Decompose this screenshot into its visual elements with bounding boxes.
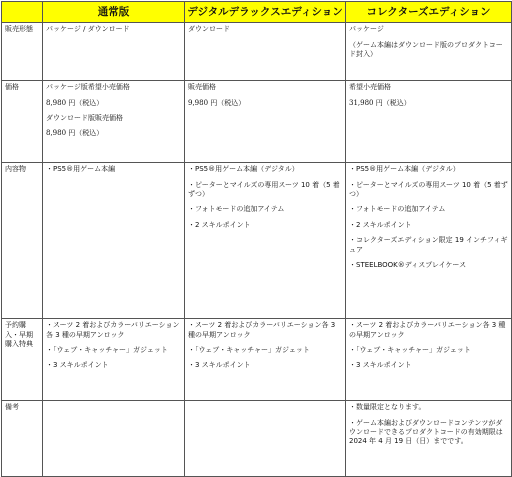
header-corner bbox=[2, 2, 43, 23]
cell-line: ・「ウェブ・キャッチャー」ガジェット bbox=[188, 346, 310, 355]
cell-notes-digital-deluxe bbox=[185, 401, 346, 477]
cell-sales-format-collectors bbox=[346, 23, 512, 81]
cell-line: ・数量限定となります。 bbox=[349, 403, 426, 412]
cell-line: パッケージ / ダウンロード bbox=[46, 25, 130, 34]
row-price bbox=[2, 81, 512, 163]
row-label-notes: 備考 bbox=[2, 401, 43, 477]
cell-sales-format-standard bbox=[43, 23, 185, 81]
cell-line: ・2 スキルポイント bbox=[349, 220, 412, 229]
row-contents bbox=[2, 163, 512, 319]
price-value: 8,980 円（税込） bbox=[46, 98, 104, 107]
cell-line: ダウンロード bbox=[188, 25, 230, 34]
cell-line: ・3 スキルポイント bbox=[46, 361, 109, 370]
cell-preorder-collectors bbox=[346, 319, 512, 401]
cell-line: パッケージ bbox=[349, 25, 384, 34]
cell-line: （ゲーム本編はダウンロード版のプロダクトコード封入） bbox=[349, 40, 503, 59]
cell-line: ・コレクターズエディション限定 19 インチフィギュア bbox=[349, 236, 508, 254]
cell-sales-format-digital-deluxe bbox=[185, 23, 346, 81]
cell-line: ・PS5®用ゲーム本編（デジタル） bbox=[188, 165, 299, 174]
cell-line: ・PS5®用ゲーム本編（デジタル） bbox=[349, 165, 460, 174]
cell-price-collectors bbox=[346, 81, 512, 163]
price-value: 8,980 円（税込） bbox=[46, 129, 104, 138]
edition-comparison-table bbox=[1, 1, 512, 477]
cell-line: ダウンロード版販売価格 bbox=[46, 114, 123, 123]
cell-line: ・フォトモードの追加アイテム bbox=[349, 205, 446, 214]
cell-preorder-standard bbox=[43, 319, 185, 401]
cell-notes-standard bbox=[43, 401, 185, 477]
row-notes bbox=[2, 401, 512, 477]
row-label-sales-format: 販売形態 bbox=[2, 23, 43, 81]
row-label-price: 価格 bbox=[2, 81, 43, 163]
header-digital-deluxe-edition: デジタルデラックスエディション bbox=[185, 2, 346, 23]
cell-line: ・ピーターとマイルズの専用スーツ 10 着（5 着ずつ） bbox=[188, 180, 340, 199]
cell-contents-collectors bbox=[346, 163, 512, 319]
cell-notes-collectors bbox=[346, 401, 512, 477]
cell-line: ・「ウェブ・キャッチャー」ガジェット bbox=[46, 346, 168, 355]
cell-line: ・ゲーム本編およびダウンロードコンテンツがダウンロードできるプロダクトコードの有効期限は 2024 年 4 月 19 日（日）までです。 bbox=[349, 418, 503, 446]
row-sales-format bbox=[2, 23, 512, 81]
cell-price-digital-deluxe bbox=[185, 81, 346, 163]
cell-line: 販売価格 bbox=[188, 83, 216, 92]
cell-line: ・スーツ 2 着およびカラーバリエーション各 3 種の早期アンロック bbox=[46, 321, 180, 339]
cell-line: ・STEELBOOK®ディスプレイケース bbox=[349, 261, 467, 270]
cell-line: ・「ウェブ・キャッチャー」ガジェット bbox=[349, 346, 471, 355]
header-standard-edition: 通常版 bbox=[43, 2, 185, 23]
cell-line: ・スーツ 2 着およびカラーバリエーション各 3 種の早期アンロック bbox=[188, 321, 336, 339]
cell-contents-standard bbox=[43, 163, 185, 319]
cell-line: 希望小売価格 bbox=[349, 83, 391, 92]
cell-line: ・3 スキルポイント bbox=[188, 361, 251, 370]
header-collectors-edition: コレクターズエディション bbox=[346, 2, 512, 23]
header-row bbox=[2, 2, 512, 23]
cell-line: ・3 スキルポイント bbox=[349, 361, 412, 370]
cell-price-standard bbox=[43, 81, 185, 163]
cell-line: ・PS5®用ゲーム本編 bbox=[46, 165, 116, 174]
row-label-preorder-bonus: 予約購入・早期購入特典 bbox=[2, 319, 43, 401]
price-value: 31,980 円（税込） bbox=[349, 98, 411, 107]
cell-line: パッケージ版希望小売価格 bbox=[46, 83, 130, 92]
cell-line: ・フォトモードの追加アイテム bbox=[188, 205, 285, 214]
row-label-contents: 内容物 bbox=[2, 163, 43, 319]
cell-line: ・2 スキルポイント bbox=[188, 220, 251, 229]
price-value: 9,980 円（税込） bbox=[188, 98, 246, 107]
cell-line: ・ピーターとマイルズの専用スーツ 10 着（5 着ずつ） bbox=[349, 180, 508, 199]
cell-line: ・スーツ 2 着およびカラーバリエーション各 3 種の早期アンロック bbox=[349, 321, 506, 339]
cell-preorder-digital-deluxe bbox=[185, 319, 346, 401]
cell-contents-digital-deluxe bbox=[185, 163, 346, 319]
row-preorder-bonus bbox=[2, 319, 512, 401]
